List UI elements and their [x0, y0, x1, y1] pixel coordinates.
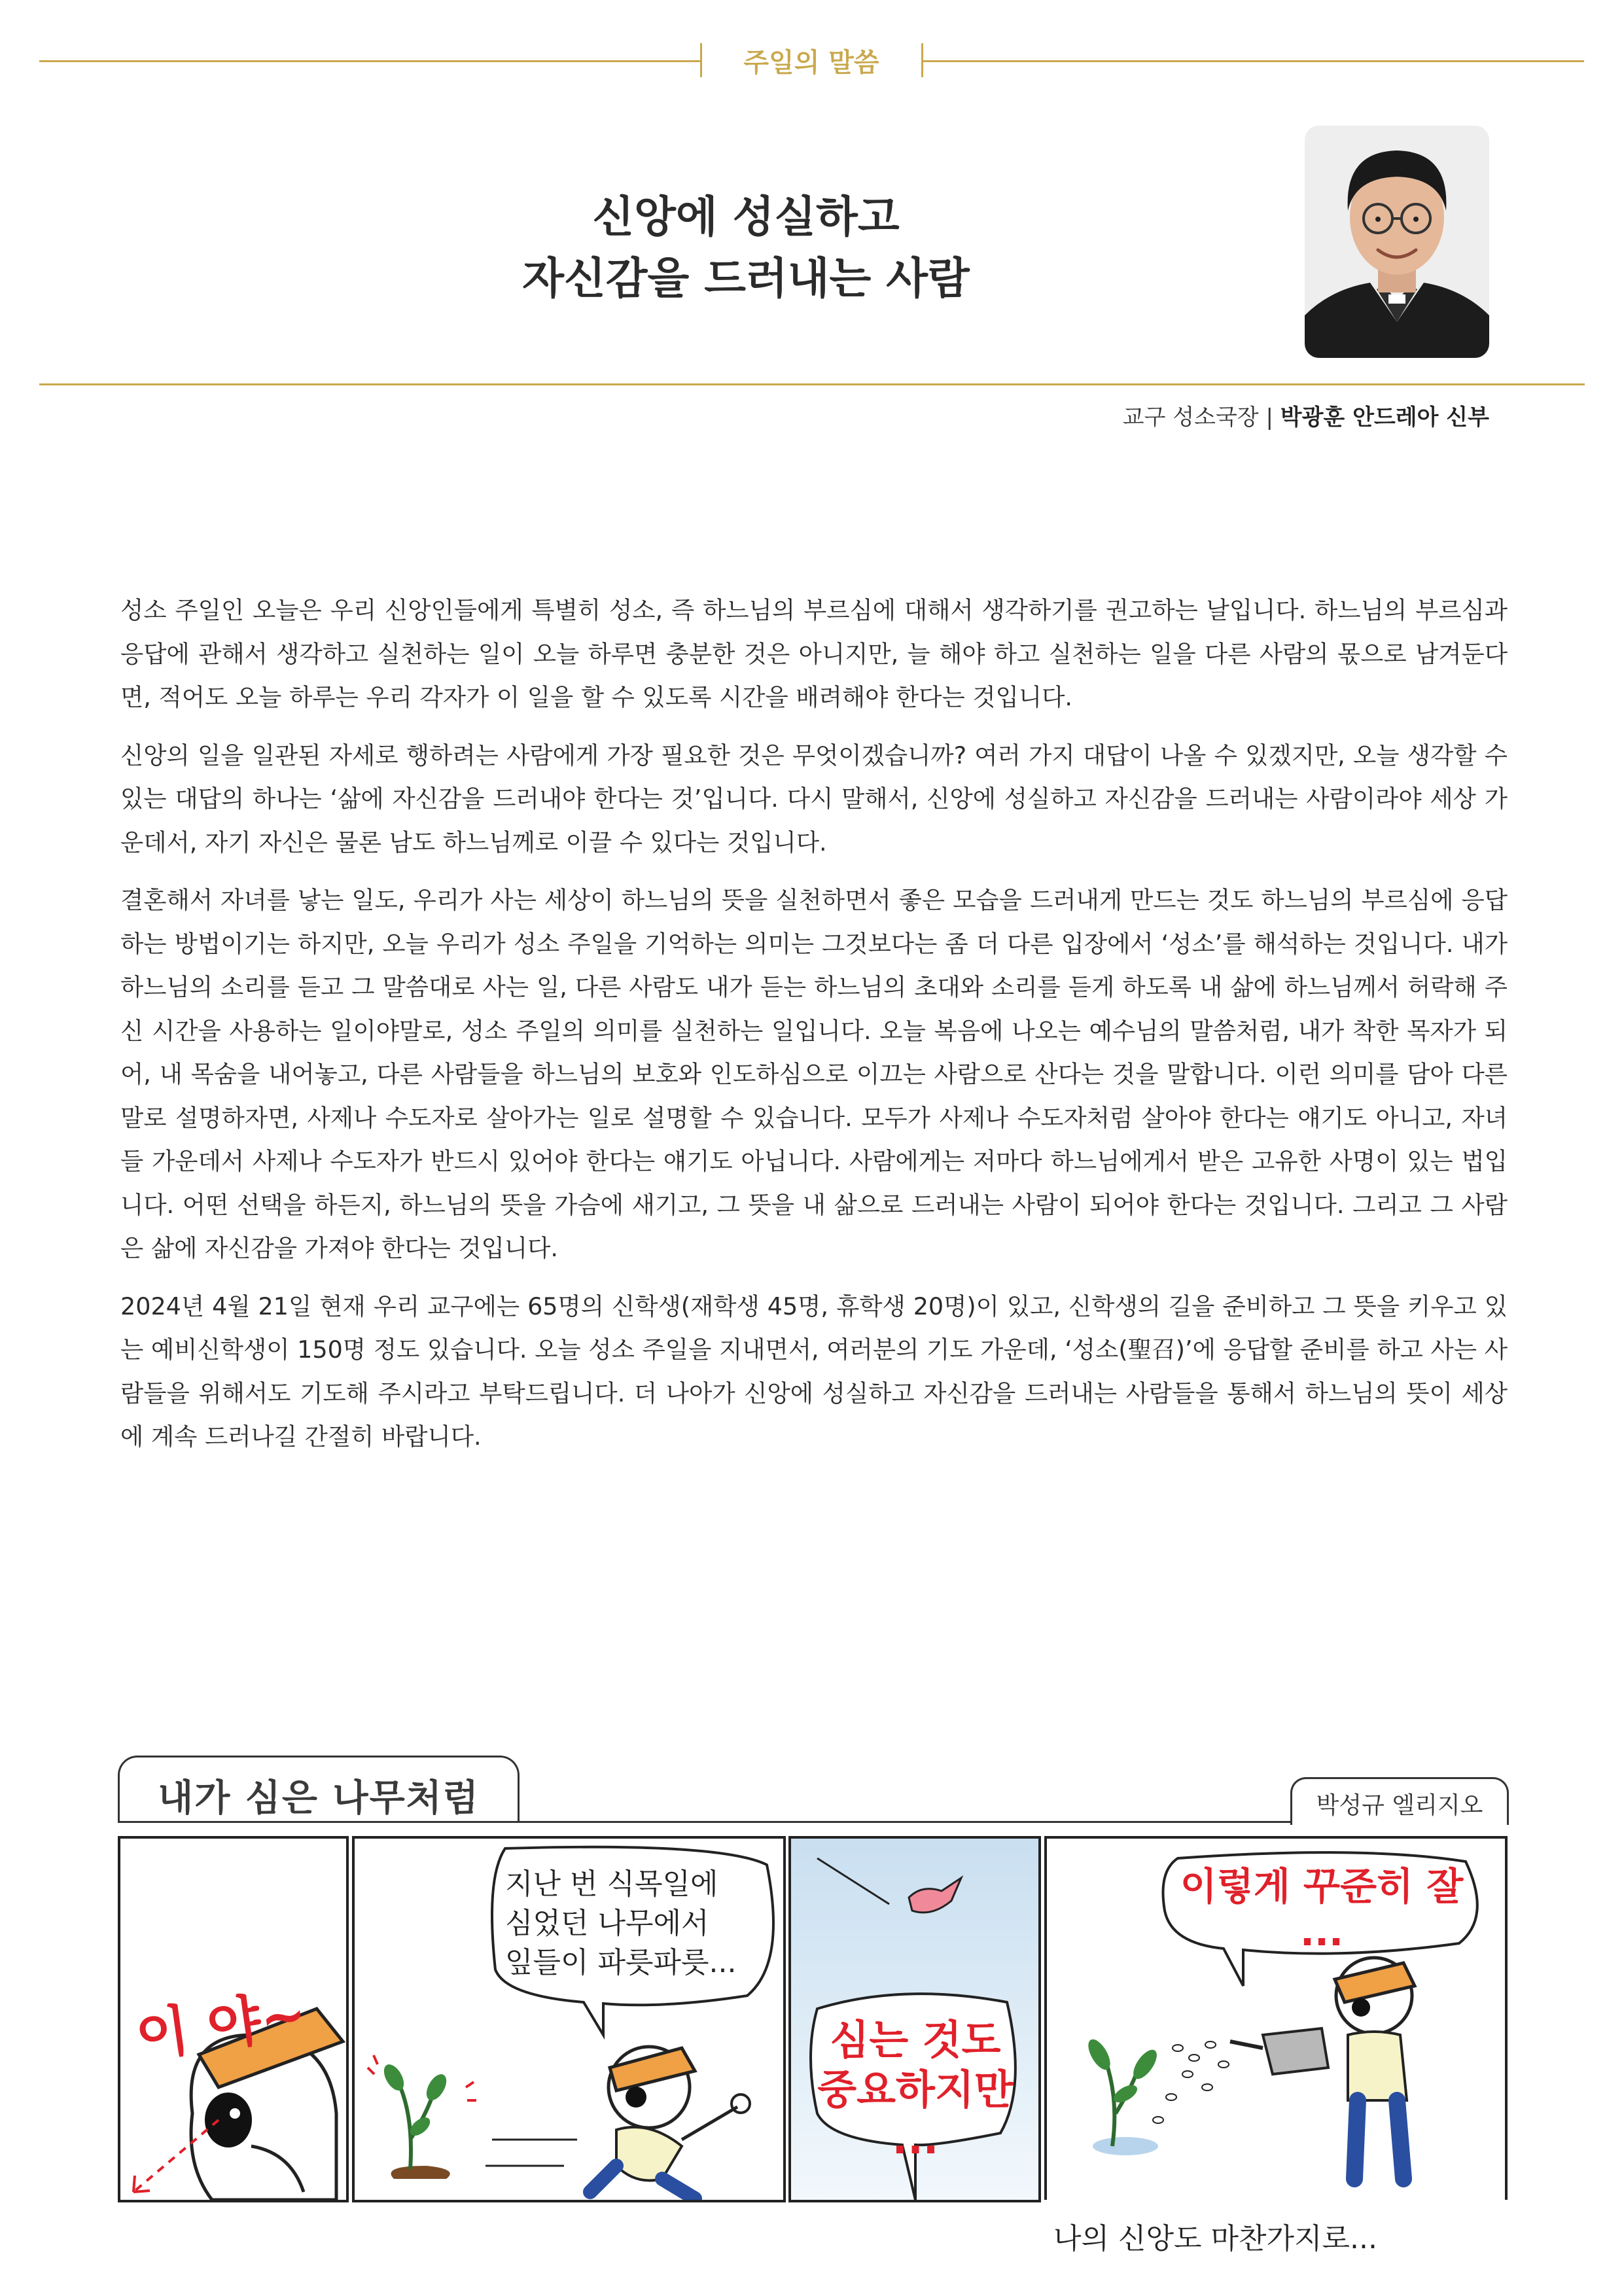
header-tick-left	[700, 43, 702, 77]
panel-4-speech	[1171, 1863, 1472, 1955]
panel-4-line-1: 이렇게 꾸준히 잘	[1180, 1864, 1464, 1909]
author-portrait-illustration	[1305, 126, 1489, 358]
panel-3-line-3: ...	[892, 2115, 939, 2163]
section-label: 주일의 말씀	[743, 48, 879, 78]
author-photo	[1305, 126, 1489, 358]
title-bottom-rule	[39, 383, 1585, 385]
comic-caption: 나의 신앙도 마찬가지로...	[1053, 2222, 1377, 2255]
header-rule-right	[923, 60, 1584, 62]
comic-artist-tab	[1290, 1777, 1509, 1825]
byline-name: 박광훈 안드레아 신부	[1280, 404, 1489, 431]
panel-2-speech	[505, 1865, 773, 1983]
comic-title: 내가 심은 나무처럼	[158, 1777, 480, 1820]
panel-3-speech	[804, 2015, 1027, 2164]
panel-4-line-2: ...	[1299, 1910, 1344, 1954]
panel-1-exclamation: 이 야~	[132, 1981, 311, 2069]
comic-panel-2	[352, 1836, 786, 2202]
byline-role: 교구 성소국장 |	[1122, 404, 1280, 431]
paragraph-3: 결혼해서 자녀를 낳는 일도, 우리가 사는 세상이 하느님의 뜻을 실천하면서 좋은 모습을 드러내게 만드는 것도 하느님의 부르심에 응답하는 방법이기는 하지만, 오늘 우리가 성소 주일을 기억하는 의미는 그것보다는 좀 더 다른 입장에서 ‘성소’를 해석하는 것입니다. 내가 하느님의 소리를 듣고 그 말씀대로 사는 일, 다른 사람도 내가 듣는 하느님의 초대와 소리를 듣게 하도록 내 삶에 하느님께서 허락해 주신 시간을 사용하는 일이야말로, 성소 주일의 의미를 실천하는 일입니다. 오늘 복음에 나오는 예수님의 말씀처럼, 내가 착한 목자가 되어, 내 목숨을 내어놓고, 다른 사람들을 하느님의 보호와 인도하심으로 이끄는 사람으로 산다는 것을 말합니다. 이런 의미를 담아 다른 말로 설명하자면, 사제나 수도자로 살아가는 일로 설명할 수 있습니다. 모두가 사제나 수도자처럼 살아야 한다는 얘기도 아니고, 자녀들 가운데서 사제나 수도자가 반드시 있어야 한다는 얘기도 아닙니다. 사람에게는 저마다 하느님에게서 받은 고유한 사명이 있는 법입니다. 어떤 선택을 하든지, 하느님의 뜻을 가슴에 새기고, 그 뜻을 내 삶으로 드러내는 사람이 되어야 한다는 것입니다. 그리고 그 사람은 삶에 자신감을 가져야 한다는 것입니다.	[120, 886, 1508, 1262]
header-rule-left	[39, 60, 700, 62]
panel-2-line-3: 잎들이 파릇파릇...	[505, 1946, 737, 1979]
panel-3-line-1: 심는 것도	[830, 2016, 1001, 2064]
paragraph-1: 성소 주일인 오늘은 우리 신앙인들에게 특별히 성소, 즉 하느님의 부르심에 대해서 생각하기를 권고하는 날입니다. 하느님의 부르심과 응답에 관해서 생각하고 실천하는 일이 오늘 하루면 충분한 것은 아니지만, 늘 해야 하고 실천하는 일을 다른 사람의 몫으로 남겨둔다면, 적어도 오늘 하루는 우리 각자가 이 일을 할 수 있도록 시간을 배려해야 한다는 것입니다.	[120, 596, 1508, 711]
title-line-2: 자신감을 드러내는 사람	[522, 253, 970, 304]
article-body	[120, 589, 1508, 1474]
comic-artist: 박성규 엘리지오	[1316, 1792, 1483, 1819]
paragraph-4: 2024년 4월 21일 현재 우리 교구에는 65명의 신학생(재학생 45명, 휴학생 20명)이 있고, 신학생의 길을 준비하고 그 뜻을 키우고 있는 예비신학생이 150명 정도 있습니다. 오늘 성소 주일을 지내면서, 여러분의 기도 가운데, ‘성소(聖召)’에 응답할 준비를 하고 사는 사람들을 위해서도 기도해 주시라고 부탁드립니다. 더 나아가 신앙에 성실하고 자신감을 드러내는 사람들을 통해서 하느님의 뜻이 세상에 계속 드러나길 간절히 바랍니다.	[120, 1292, 1508, 1451]
comic-panel-4	[1044, 1836, 1508, 2200]
panel-3-line-2: 중요하지만	[817, 2066, 1014, 2113]
paragraph-2: 신앙의 일을 일관된 자세로 행하려는 사람에게 가장 필요한 것은 무엇이겠습니까? 여러 가지 대답이 나올 수 있겠지만, 오늘 생각할 수 있는 대답의 하나는 ‘삶에 자신감을 드러내야 한다는 것’입니다. 다시 말해서, 신앙에 성실하고 자신감을 드러내는 사람이라야 세상 가운데서, 자기 자신은 물론 남도 하느님께로 이끌 수 있다는 것입니다.	[120, 741, 1508, 857]
panel-2-line-1: 지난 번 식목일에	[505, 1867, 718, 1901]
title-line-1: 신앙에 성실하고	[592, 192, 900, 242]
panel-2-line-2: 심었던 나무에서	[505, 1907, 709, 1940]
comic-title-tab	[118, 1756, 520, 1823]
comic-panel-1	[118, 1836, 349, 2202]
article-title	[327, 186, 1165, 309]
comic-panel-3	[788, 1836, 1041, 2202]
byline	[1123, 399, 1489, 431]
